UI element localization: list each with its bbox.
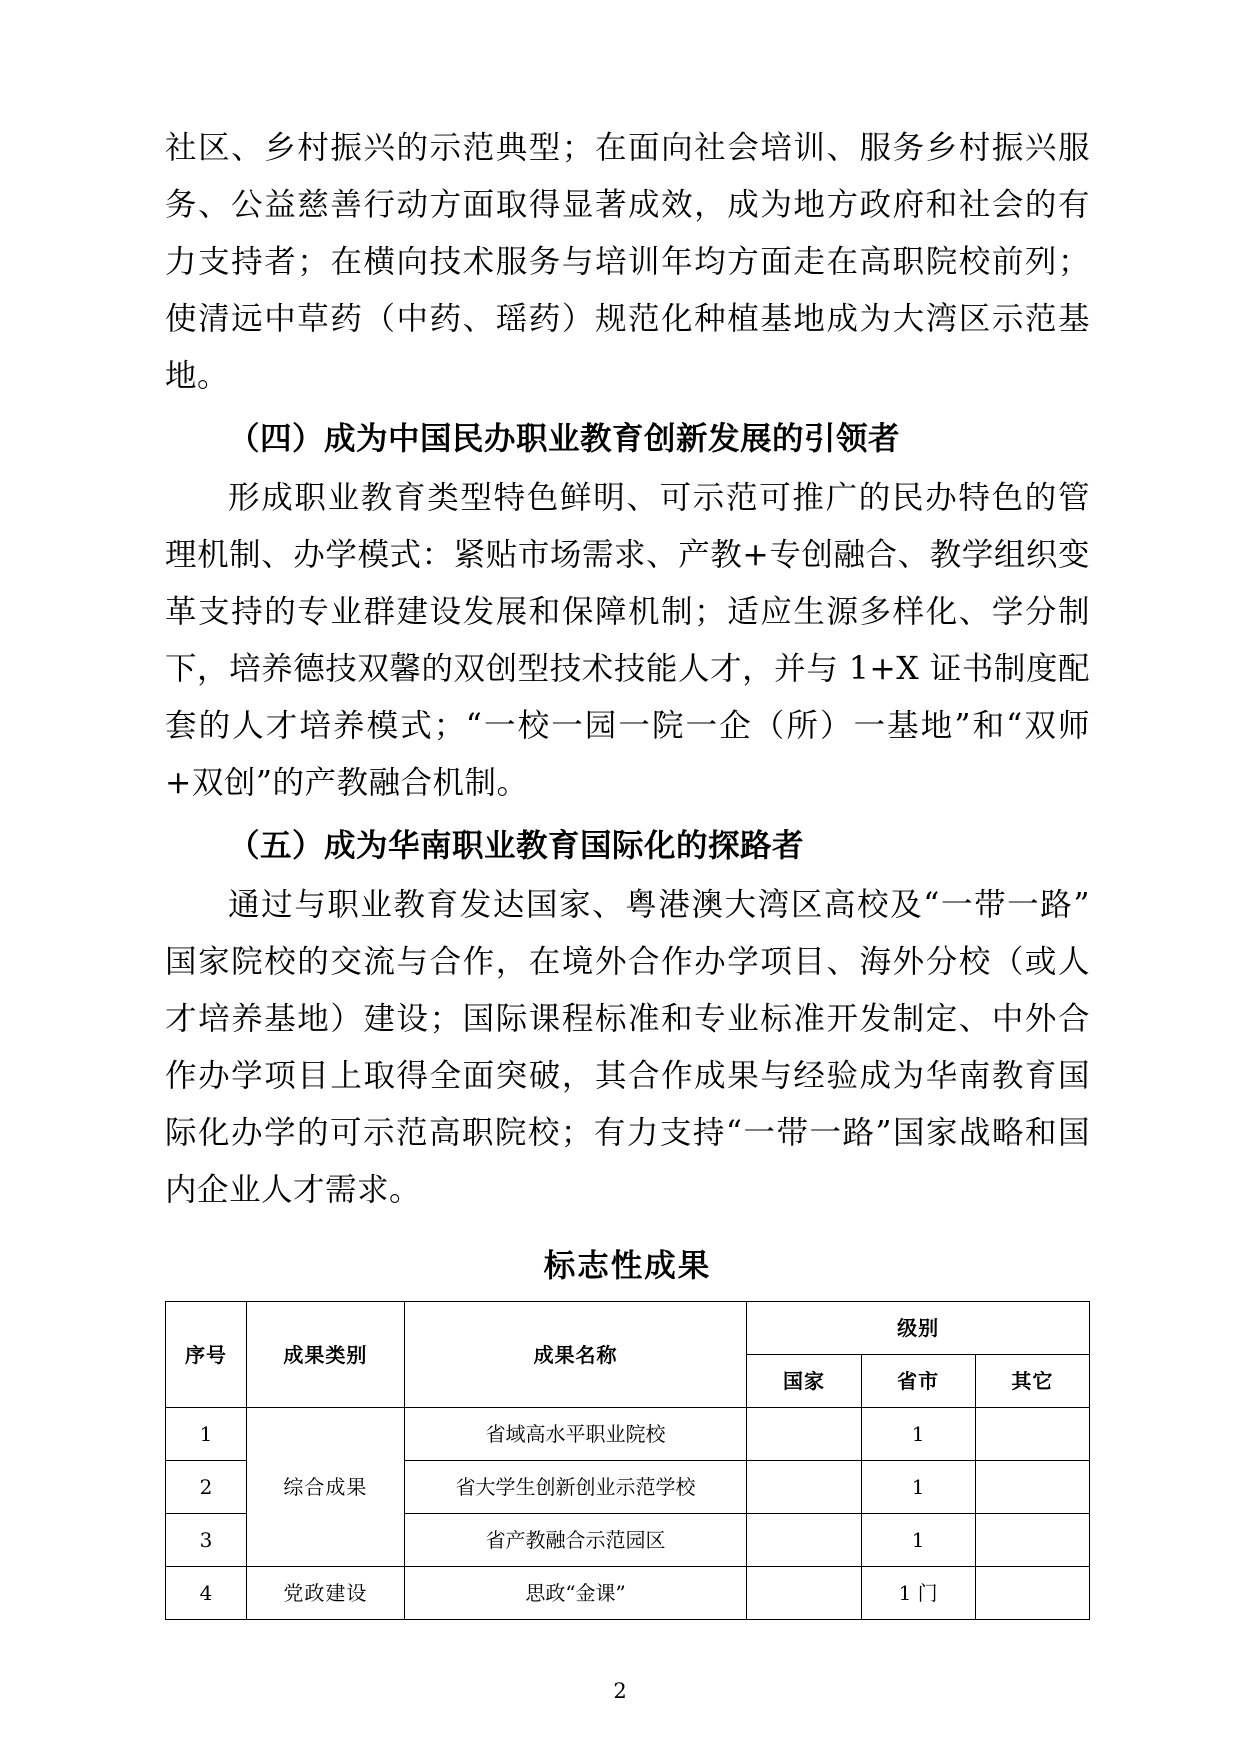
- header-level-group: 级别: [747, 1302, 1090, 1355]
- header-name: 成果名称: [404, 1302, 747, 1408]
- header-category: 成果类别: [246, 1302, 404, 1408]
- cell-name: 省产教融合示范园区: [404, 1514, 747, 1567]
- cell-other: [975, 1567, 1089, 1620]
- cell-name: 省域高水平职业院校: [404, 1408, 747, 1461]
- cell-provincial: 1: [861, 1514, 975, 1567]
- cell-other: [975, 1514, 1089, 1567]
- results-table: [165, 1301, 1090, 1620]
- cell-name: 省大学生创新创业示范学校: [404, 1461, 747, 1514]
- paragraph-section-five: 通过与职业教育发达国家、粤港澳大湾区高校及“一带一路”国家院校的交流与合作，在境外合作办学项目、海外分校（或人才培养基地）建设；国际课程标准和专业标准开发制定、中外合作办学项目上取得全面突破，其合作成果与经验成为华南教育国际化办学的可示范高职院校；有力支持“一带一路”国家战略和国内企业人才需求。: [165, 887, 1090, 1208]
- cell-category: 党政建设: [246, 1567, 404, 1620]
- cell-other: [975, 1408, 1089, 1461]
- cell-provincial: 1: [861, 1461, 975, 1514]
- section-heading-five: （五）成为华南职业教育国际化的探路者: [228, 828, 805, 864]
- table-title: 标志性成果: [543, 1248, 712, 1284]
- header-level-other: 其它: [975, 1355, 1089, 1408]
- header-level-provincial: 省市: [861, 1355, 975, 1408]
- cell-national: [747, 1461, 861, 1514]
- cell-other: [975, 1461, 1089, 1514]
- cell-national: [747, 1514, 861, 1567]
- header-level-national: 国家: [747, 1355, 861, 1408]
- cell-national: [747, 1567, 861, 1620]
- cell-seq: 3: [166, 1514, 247, 1567]
- cell-seq: 2: [166, 1461, 247, 1514]
- cell-category: 综合成果: [246, 1408, 404, 1567]
- table-header-row-1: [166, 1302, 1090, 1355]
- cell-seq: 1: [166, 1408, 247, 1461]
- table-row: [166, 1408, 1090, 1461]
- cell-provincial: 1 门: [861, 1567, 975, 1620]
- cell-seq: 4: [166, 1567, 247, 1620]
- cell-name: 思政“金课”: [404, 1567, 747, 1620]
- table-row: [166, 1567, 1090, 1620]
- paragraph-continuation: 社区、乡村振兴的示范典型；在面向社会培训、服务乡村振兴服务、公益慈善行动方面取得显著成效，成为地方政府和社会的有力支持者；在横向技术服务与培训年均方面走在高职院校前列；使清远中草药（中药、瑶药）规范化种植基地成为大湾区示范基地。: [165, 130, 1090, 394]
- header-seq: 序号: [166, 1302, 247, 1408]
- page-number: 2: [613, 1679, 627, 1703]
- cell-national: [747, 1408, 861, 1461]
- section-heading-four: （四）成为中国民办职业教育创新发展的引领者: [228, 421, 901, 457]
- cell-provincial: 1: [861, 1408, 975, 1461]
- paragraph-section-four: 形成职业教育类型特色鲜明、可示范可推广的民办特色的管理机制、办学模式：紧贴市场需求、产教+专创融合、教学组织变革支持的专业群建设发展和保障机制；适应生源多样化、学分制下，培养德技双馨的双创型技术技能人才，并与 1+X 证书制度配套的人才培养模式；“一校一园一院一企（所）一基地”和“双师+双创”的产教融合机制。: [165, 480, 1090, 801]
